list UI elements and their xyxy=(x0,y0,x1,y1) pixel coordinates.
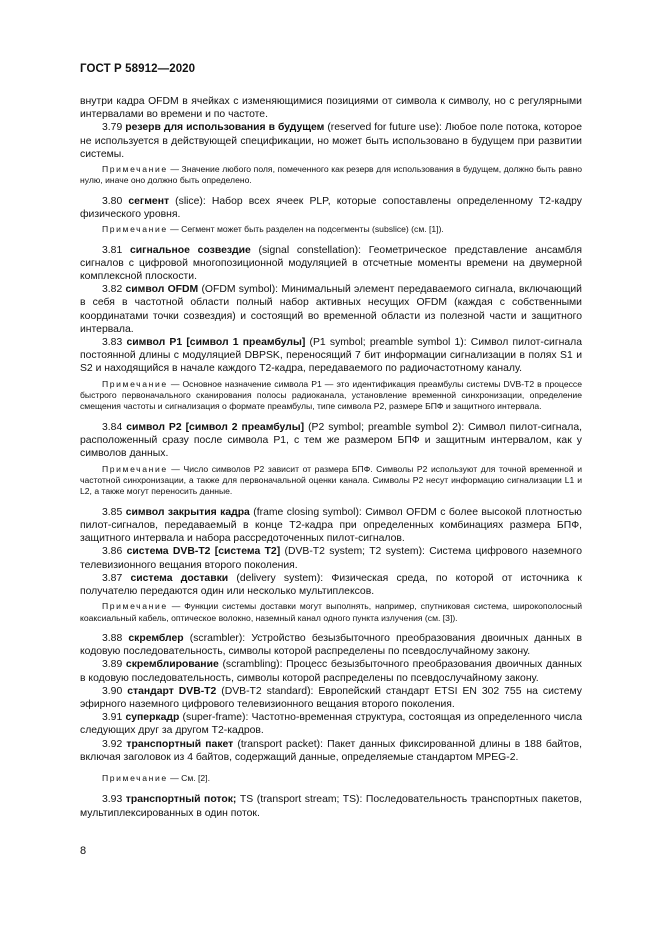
note-text: — Основное назначение символа Р1 — это идентификация преамбулы системы DVB-T2 в процессе быстрого первоначального сканирования полосы радиоканала, установление временной синхронизации, определение смещения частоты и сигнализация о формате преамбулы, типе символа Р2, размере БПФ и защитного интервала. xyxy=(80,378,582,412)
page-number: 8 xyxy=(80,845,87,857)
term-title: скремблер xyxy=(128,632,184,644)
term-definition: (reserved for future use): Любое поле потока, которое не используется в действующей спецификации, но может быть использовано в будущем при развитии системы. xyxy=(80,122,582,160)
note-3-79 xyxy=(80,164,582,187)
note-text: — Функции системы доставки могут выполнять, например, спутниковая система, широкополосный коаксиальный кабель, оптическое волокно, наземный канал одного пункта излучения (см. [3]). xyxy=(80,601,582,623)
term-number: 3.79 xyxy=(102,122,123,134)
term-3-88 xyxy=(80,632,582,658)
term-definition: (super-frame): Частотно-временная структура, состоящая из определенного числа следующих друг за другом Т2-кадров. xyxy=(80,712,583,737)
term-definition: (slice): Набор всех ячеек PLP, которые сопоставлены определенному Т2-кадру физического уровня. xyxy=(80,195,582,221)
term-3-81 xyxy=(80,244,582,284)
term-3-79 xyxy=(80,121,582,161)
term-number: 3.84 xyxy=(102,421,123,433)
term-definition: (frame closing symbol): Символ OFDM с более высокой плотностью пилот-сигналов, передаваемый в конце Т2-кадра при определенных комбинациях размера БПФ, защитного интервала и набора рассредоточенных пилот-сигналов. xyxy=(80,506,582,545)
note-label: Примечание xyxy=(102,772,168,783)
term-3-90 xyxy=(80,685,582,711)
note-text: — Сегмент может быть разделен на подсегменты (subslice) (см. [1]). xyxy=(167,224,444,235)
term-number: 3.85 xyxy=(102,506,123,518)
paragraph-continuation: внутри кадра OFDM в ячейках с изменяющимися позициями от символа к символу, но с регулярными интервалами во времени и по частоте. xyxy=(80,96,582,121)
note-3-80 xyxy=(80,224,582,235)
term-title: транспортный пакет xyxy=(126,738,234,750)
term-number: 3.93 xyxy=(102,794,123,806)
term-definition: (DVB-T2 standard): Европейский стандарт ETSI EN 302 755 на систему эфирного наземного цифрового телевизионного вещания второго поколения. xyxy=(80,685,582,710)
term-title: символ OFDM xyxy=(125,284,199,296)
term-3-85 xyxy=(80,506,582,546)
term-number: 3.82 xyxy=(102,284,123,296)
term-number: 3.80 xyxy=(102,195,123,207)
note-3-92 xyxy=(80,773,582,784)
note-3-83 xyxy=(80,379,582,413)
term-definition: (transport packet): Пакет данных фиксированной длины в 188 байтов, включая заголовок из 4 байтов, содержащий данные, определяемые стандартом MPEG-2. xyxy=(80,738,582,763)
term-3-83 xyxy=(80,336,582,376)
term-3-89 xyxy=(80,658,582,684)
term-definition: (scrambler): Устройство безызбыточного преобразования двоичных данных в кодовую последовательность, символы которой распределены по псевдослучайному закону. xyxy=(80,632,582,658)
term-definition: (OFDM symbol): Минимальный элемент передаваемого сигнала, включающий в себя в частотной области полный набор активных несущих OFDM (каждая с собственными координатами точки созвездия) и состоящий во временной области из полезной части и защитного интервала. xyxy=(80,284,582,335)
term-title: символ Р2 [символ 2 преамбулы] xyxy=(126,421,305,433)
note-3-87 xyxy=(80,601,582,624)
term-definition: (P2 symbol; preamble symbol 2): Символ пилот-сигнала, расположенный сразу после символа Р1, с тем же размером БПФ и защитным интервалом, как у символов данных. xyxy=(80,421,582,460)
term-3-91 xyxy=(80,711,582,737)
note-label: Примечание xyxy=(102,224,168,235)
term-title: система DVB-T2 [система Т2] xyxy=(126,546,281,558)
term-title: символ Р1 [символ 1 преамбулы] xyxy=(126,337,306,349)
term-3-82 xyxy=(80,283,582,336)
term-title: сегмент xyxy=(128,195,170,207)
term-title: суперкадр xyxy=(125,712,180,724)
term-3-92 xyxy=(80,738,582,764)
term-title: система доставки xyxy=(130,572,229,584)
term-definition: (P1 symbol; preamble symbol 1): Символ пилот-сигнала постоянной длины с модуляцией DBPSK, переносящий 7 бит информации сигнализации в полях S1 и S2 и находящийся в начале каждого Т2-кадра, передаваемого по радиочастотному каналу. xyxy=(80,337,582,375)
term-title: скремблирование xyxy=(125,659,219,671)
term-number: 3.90 xyxy=(102,685,123,697)
note-label: Примечание xyxy=(102,463,168,474)
term-definition: (scrambling): Процесс безызбыточного преобразования двоичных данных в кодовую последовательность, символы которой распределены по псевдослучайному закону. xyxy=(80,659,583,684)
term-title: символ закрытия кадра xyxy=(125,506,250,518)
term-3-86 xyxy=(80,545,582,571)
term-3-84 xyxy=(80,421,582,461)
term-definition: (DVB-T2 system; T2 system): Система цифрового наземного телевизионного вещания второго поколения. xyxy=(80,546,582,571)
term-title: сигнальное созвездие xyxy=(129,244,251,256)
term-number: 3.88 xyxy=(102,632,123,644)
term-3-80 xyxy=(80,195,582,221)
term-title: стандарт DVB-T2 xyxy=(127,685,217,697)
note-label: Примечание xyxy=(102,164,168,175)
term-number: 3.92 xyxy=(102,738,123,750)
note-text: — Число символов Р2 зависит от размера БПФ. Символы Р2 используют для точной временной и частотной синхронизации, а также для первоначальной оценки канала. Символы Р2 несут информацию сигнализации L1 и L2, а также могут переносить данные. xyxy=(80,463,582,497)
term-definition: (delivery system): Физическая среда, по которой от источника к получателю передаются один или несколько мультиплексов. xyxy=(80,572,582,597)
note-label: Примечание xyxy=(102,378,168,389)
term-number: 3.86 xyxy=(102,546,123,558)
note-text: — См. [2]. xyxy=(167,772,210,783)
term-number: 3.87 xyxy=(102,572,123,584)
note-label: Примечание xyxy=(102,601,168,612)
term-title: транспортный поток; xyxy=(125,794,237,806)
page-body xyxy=(80,95,582,820)
note-3-84 xyxy=(80,464,582,498)
term-number: 3.83 xyxy=(102,337,123,349)
term-number: 3.89 xyxy=(102,659,123,671)
term-number: 3.81 xyxy=(102,244,123,256)
term-definition: (signal constellation): Геометрическое представление ансамбля сигналов с цифровой многопозиционной модуляцией в отсчетные моменты времени на двумерной комплексной плоскости. xyxy=(80,244,582,283)
term-definition: TS (transport stream; TS): Последовательность транспортных пакетов, мультиплексированных в один поток. xyxy=(80,794,582,819)
note-text: — Значение любого поля, помеченного как резерв для использования в будущем, должно быть равно нулю, иначе оно должно быть определено. xyxy=(80,164,582,186)
page-header: ГОСТ Р 58912—2020 xyxy=(80,63,196,75)
term-number: 3.91 xyxy=(102,712,123,724)
term-title: резерв для использования в будущем xyxy=(125,122,325,134)
term-3-93 xyxy=(80,793,582,819)
term-3-87 xyxy=(80,572,582,598)
